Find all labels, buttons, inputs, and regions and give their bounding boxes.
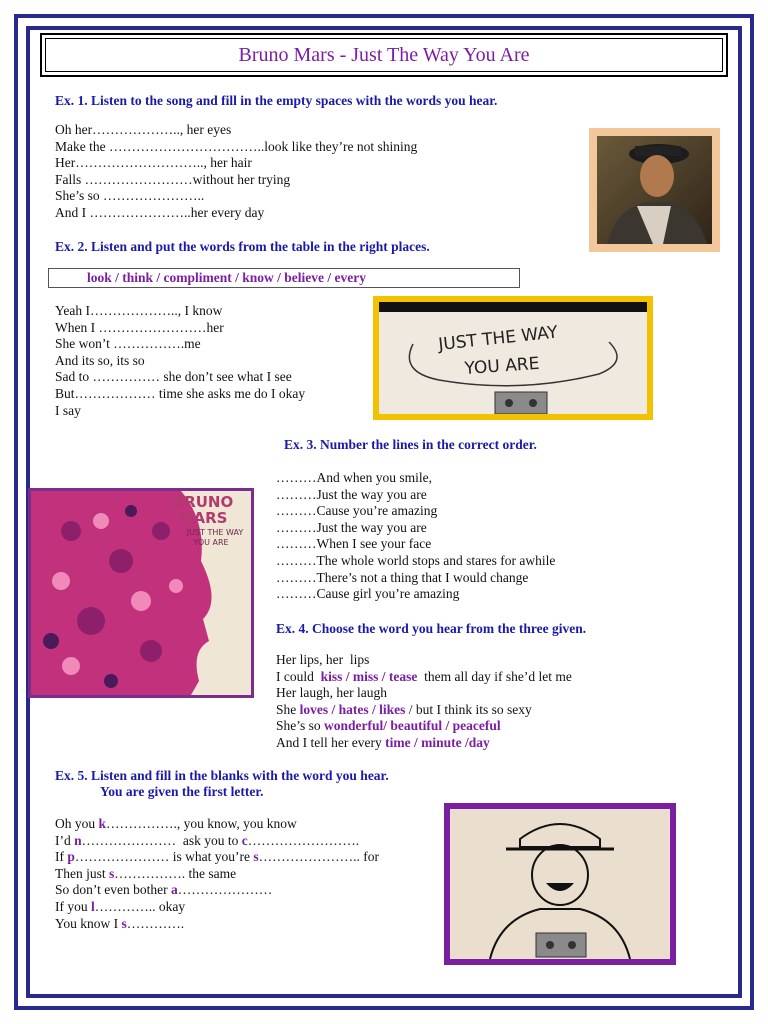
album-song-2: YOU ARE [193,538,229,547]
ex4-line: I could kiss / miss / tease them all day if she’d let me [276,668,572,684]
song-title-sketch [373,296,653,420]
singer-photo [589,128,720,252]
album-cover [28,488,254,698]
ex5-line: If p………………… is what you’re s………………….. for [55,849,380,865]
ex3-line: ………There’s not a thing that I would change [276,569,529,585]
ex5-line: So don’t even bother a………………… [55,882,273,898]
ex1-line: She’s so ………………….. [55,188,205,204]
ex4-line: She’s so wonderful/ beautiful / peaceful [276,718,501,734]
ex3-line: ………When I see your face [276,536,432,552]
ex4-line: Her laugh, her laugh [276,685,387,701]
sketch-line-2: YOU ARE [463,353,541,379]
album-artist-2: MARS [178,509,228,527]
ex3-line: ………Cause you’re amazing [276,503,438,519]
ex5-line: You know I s…………. [55,915,185,931]
ex2-line: When I ……………………her [55,319,224,335]
ex3-line: ………Cause girl you’re amazing [276,586,460,602]
ex3-line: ………Just the way you are [276,519,427,535]
ex5-line: Then just s……………. the same [55,865,237,881]
ex1-lines [55,122,417,222]
ex2-line: But……………… time she asks me do I okay [55,385,306,401]
ex2-line: Sad to …………… she don’t see what I see [55,369,292,385]
ex5-heading: Ex. 5. Listen and fill in the blanks with the word you hear. [55,768,389,783]
album-song-1: JUST THE WAY [186,528,244,537]
choice-group: wonderful/ beautiful / peaceful [324,718,501,734]
song-title-sketch-image [379,302,647,414]
album-cover-image [31,491,251,695]
ex5-line: If you l………….. okay [55,898,186,914]
ex3-line: ………And when you smile, [276,470,432,485]
ex5-line: I’d n………………… ask you to c……………………. [55,832,360,848]
page-title: Bruno Mars - Just The Way You Are [45,38,723,72]
ex4-line: She loves / hates / likes / but I think its so sexy [276,701,532,717]
ex1-line: Falls ……………………without her trying [55,171,291,187]
ex5-line: Oh you k……………., you know, you know [55,816,297,831]
choice-group: kiss / miss / tease [320,668,418,684]
ex2-lines [55,303,305,419]
ex3-heading: Ex. 3. Number the lines in the correct order. [284,437,537,452]
choice-group: time / minute /day [385,734,490,750]
ex1-line: And I …………………..her every day [55,204,265,220]
title-box [40,33,728,77]
ex3-lines [276,470,555,603]
ex4-lines [276,652,572,752]
singer-sketch-image [450,809,670,959]
ex2-line: Yeah I……………….., I know [55,303,223,318]
ex3-line: ………The whole world stops and stares for awhile [276,552,556,568]
ex4-heading: Ex. 4. Choose the word you hear from the three given. [276,621,587,636]
ex2-line: She won’t …………….me [55,336,201,352]
ex2-line: I say [55,402,81,418]
ex2-line: And its so, its so [55,352,145,368]
ex1-heading: Ex. 1. Listen to the song and fill in the empty spaces with the words you hear. [55,93,498,108]
ex5-subheading: You are given the first letter. [100,784,264,799]
sketch-line-1: JUST THE WAY [437,322,559,355]
singer-photo-image [597,136,712,244]
album-artist-1: BRUNO [172,493,234,511]
ex1-line: Make the ……………………………..look like they’re not shining [55,138,418,154]
ex5-lines [55,816,379,932]
ex3-line: ………Just the way you are [276,486,427,502]
singer-sketch [444,803,676,965]
ex1-line: Her……………………….., her hair [55,155,252,171]
ex2-heading: Ex. 2. Listen and put the words from the table in the right places. [55,239,430,254]
word-bank: look / think / compliment / know / believe / every [48,268,520,288]
choice-group: loves / hates / likes [299,701,406,717]
ex4-line: Her lips, her lips [276,652,370,667]
ex4-line: And I tell her every time / minute /day [276,734,490,750]
ex1-line: Oh her……………….., her eyes [55,122,232,137]
